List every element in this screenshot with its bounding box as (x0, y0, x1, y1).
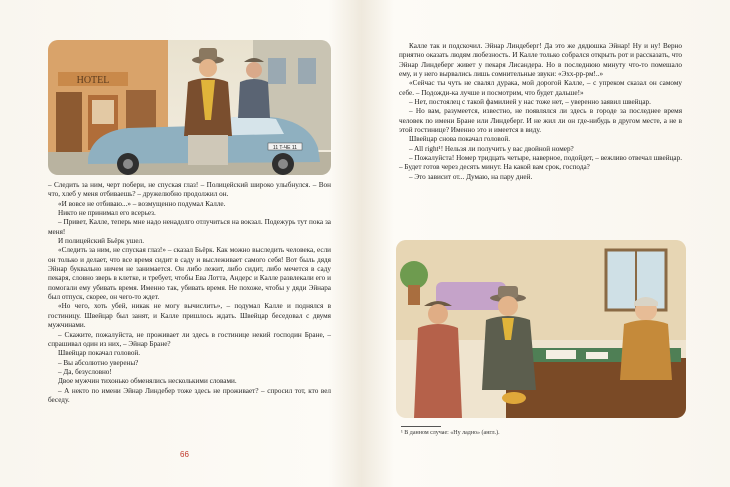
illustration-hotel-street (48, 40, 331, 175)
paragraph: Швейцар снова покачал головой. (409, 135, 510, 144)
paragraph: – Это зависит от... Думаю, на пару дней. (409, 172, 533, 181)
paragraph: – Да, безусловно! (58, 367, 112, 376)
footnote: ¹ В данном случае: «Ну ладно» (англ.). (401, 430, 500, 436)
paragraph: – Следить за ним, черт побери, не спуская глаз! – Полицейский широко улыбнулся. – Вон что, хлеб у меня отбиваешь? – дружелюбно продолжил он. (48, 181, 331, 199)
paragraph: – А некто по имени Эйнар Линдебер тоже здесь не проживает? – спросил тот, кто вел беседу. (48, 386, 331, 404)
car-plate-text: 11 T-ЧЕ 11 (272, 145, 298, 151)
paragraph: Двое мужчин тихонько обменялись несколькими словами. (58, 377, 237, 386)
paragraph: – Нет, постоялец с такой фамилией у нас тоже нет, – уверенно заявил швейцар. (409, 98, 651, 107)
paragraph: – Привет, Калле, теперь мне надо ненадолго отлучиться на вокзал. Подежурь тут пока за меня! (48, 218, 331, 236)
illustration-hotel-lobby (396, 240, 686, 418)
left-page-text (48, 181, 331, 405)
paragraph: «Сейчас ты чуть не свалял дурака, мой дорогой Калле, – с упреком сказал он самому себе. – Подожди-ка лучше и посмотрим, что будет дальше!» (399, 79, 682, 97)
paragraph: «Следить за ним, не спуская глаз!» – сказал Бьёрк. Как можно выследить человека, если он только и делает, что все время сидит в саду и выслеживает самого себя! Вот быль дядя Эйнар буквально ничем не занимается. Он либо лежит, либо сидит, либо мечется в саду пекаря, словно зверь в клетке, и требует, чтобы Ева Лотта, Андерс и Калле развлекали его и помогали ему убивать время. Именно так, убивать время. Не похоже, чтобы у дяди Эйнара был отпуск, скорее, он чего-то ждет. (48, 246, 331, 302)
hotel-sign-text: HOTEL (76, 75, 110, 86)
paragraph: – Скажите, пожалуйста, не проживает ли здесь в гостинице некий господин Бране, – спрашивал один из них, – Эйнар Бране? (48, 330, 331, 348)
paragraph: «И вовсе не отбиваю...» – возмущенно подумал Калле. (58, 199, 226, 208)
paragraph: Швейцар покачал головой. (58, 349, 141, 358)
footnote-rule (401, 426, 441, 427)
paragraph: – Пожалуйста! Номер тридцать четыре, наверное, подойдет, – вежливо отвечал швейцар. – Будет готов через десять минут. На какой вам срок, господа? (399, 154, 682, 172)
right-page-text (399, 42, 682, 182)
paragraph: – All right¹! Нельзя ли получить у вас двойной номер? (409, 144, 574, 153)
paragraph: – Вы абсолютно уверены? (58, 358, 139, 367)
page-number: 66 (180, 450, 189, 459)
paragraph: И полицейский Бьёрк ушел. (58, 237, 145, 246)
paragraph: – Но вам, разумеется, известно, не появлялся ли здесь в городе за последнее время человек по имени Бране или Линдеберг. И не жил ли он где-нибудь в другом месте, а не в этой гостинице? Именно это и имеется в виду. (399, 107, 682, 135)
paragraph: Никто не принимал его всерьез. (58, 209, 156, 218)
paragraph: Калле так и подскочил. Эйнар Линдеберг! Да это же дядюшка Эйнар! Ну и ну! Верно приятно оказать людям любезность. И Калле только собрался открыть рот и рассказать, что Эйнар Линдеберг живет у пекаря Лисандера. Но в последнюю минуту что-то помешало ему, и у него вырвались лишь сомнительные звуки: «Эхх-рр-рм!..» (399, 42, 682, 79)
paragraph: «Но чего, хоть убей, никак не могу вычислить», – подумал Калле и поднялся в гостиницу. Швейцар был занят, и Калле пришлось ждать. Швейцар беседовал с двумя мужчинами. (48, 302, 331, 330)
right-page (365, 0, 730, 487)
